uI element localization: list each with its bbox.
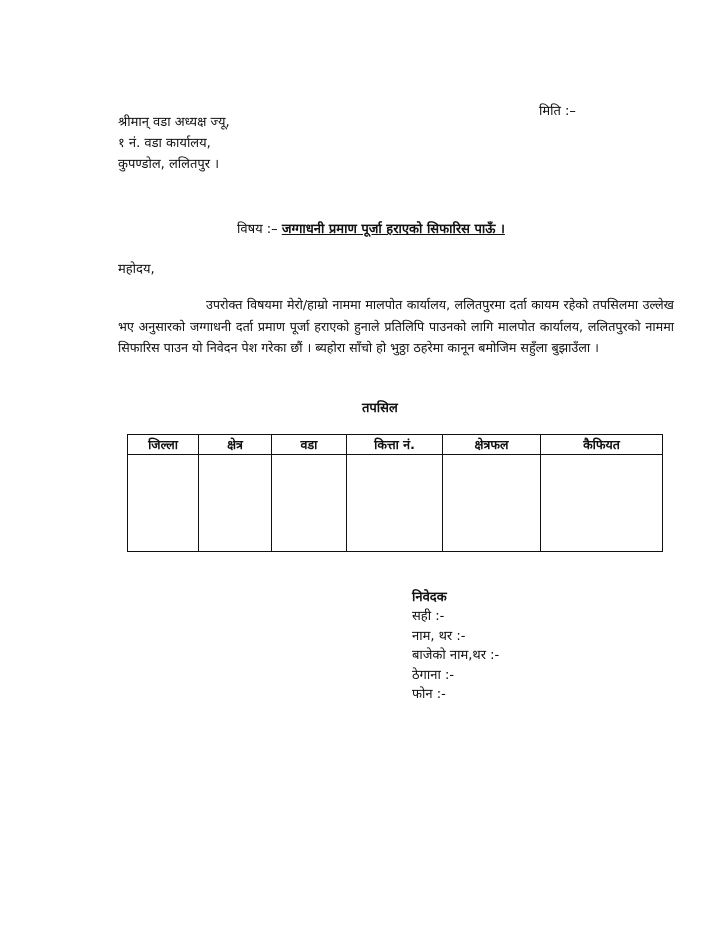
letter-body: उपरोक्त विषयमा मेरो/हाम्रो नाममा मालपोत कार्यालय, ललितपुरमा दर्ता कायम रहेको तपसिलमा उल्लेख भए अनुसारको जग्गाधनी दर्ता प्रमाण पूर्जा हराएको हुनाले प्रतिलिपि पाउनको लागि मालपोत कार्यालय, ललितपुरको नाममा सिफारिस पाउन यो निवेदन पेश गरेका छौं । ब्यहोरा साँचो हो भुठ्ठा ठहरेमा कानून बमोजिम सहुँला बुझाउँला । bbox=[118, 297, 674, 355]
applicant-phone-field: फोन :- bbox=[412, 687, 446, 703]
table-row bbox=[128, 455, 663, 552]
salutation: महोदय, bbox=[118, 262, 155, 277]
subject-label: विषय :– bbox=[237, 222, 278, 237]
col-header-district: जिल्ला bbox=[128, 435, 199, 455]
applicant-name-field: नाम, थर :- bbox=[412, 628, 466, 644]
cell-remarks[interactable] bbox=[541, 455, 663, 552]
cell-ward[interactable] bbox=[272, 455, 347, 552]
applicant-block bbox=[412, 588, 499, 704]
applicant-address-field: ठेगाना :- bbox=[412, 667, 455, 683]
col-header-area: क्षेत्र bbox=[199, 435, 272, 455]
col-header-ward: वडा bbox=[272, 435, 347, 455]
col-header-plot-no: कित्ता नं. bbox=[347, 435, 443, 455]
recipient-line-3: कुपण्डोल, ललितपुर । bbox=[118, 157, 220, 172]
cell-plot-no[interactable] bbox=[347, 455, 443, 552]
recipient-line-1: श्रीमान् वडा अध्यक्ष ज्यू, bbox=[118, 115, 230, 130]
applicant-grandfather-name-field: बाजेको नाम,थर :- bbox=[412, 648, 500, 664]
table-header-row bbox=[128, 435, 663, 455]
cell-area[interactable] bbox=[199, 455, 272, 552]
cell-district[interactable] bbox=[128, 455, 199, 552]
cell-land-area[interactable] bbox=[443, 455, 541, 552]
subject-text: जग्गाधनी प्रमाण पूर्जा हराएको सिफारिस पाऊँ । bbox=[281, 222, 505, 237]
recipient-address bbox=[118, 112, 230, 175]
subject-line bbox=[237, 219, 505, 237]
col-header-land-area: क्षेत्रफल bbox=[443, 435, 541, 455]
date-label: मिति :– bbox=[539, 104, 576, 119]
recipient-line-2: १ नं. वडा कार्यालय, bbox=[118, 136, 211, 151]
applicant-title: निवेदक bbox=[412, 590, 447, 605]
land-details-table bbox=[127, 434, 663, 552]
applicant-signature-field: सही :- bbox=[412, 609, 445, 625]
col-header-remarks: कैफियत bbox=[541, 435, 663, 455]
tapasil-heading: तपसिल bbox=[362, 401, 398, 416]
